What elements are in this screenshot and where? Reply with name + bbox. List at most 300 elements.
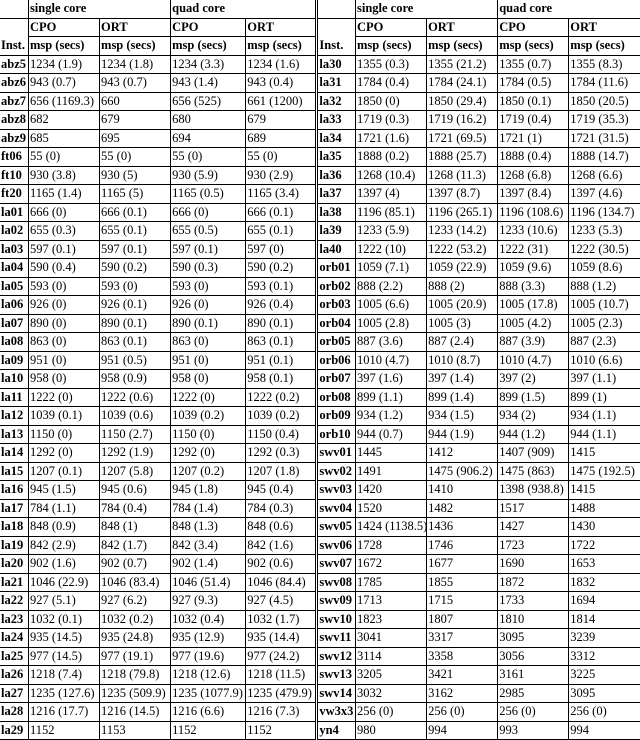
left-single-cpo-cell: 935 (14.5) [28, 629, 99, 648]
table-row [0, 555, 640, 574]
header-cpo-1: CPO [28, 18, 99, 37]
left-single-ort-cell: 951 (0.5) [100, 351, 171, 370]
right-single-ort-cell: 1005 (20.9) [427, 296, 498, 315]
table-row [0, 721, 640, 740]
header-ort-3: ORT [427, 18, 498, 37]
right-quad-cpo-cell: 1059 (9.6) [498, 259, 569, 278]
left-instance-cell: ft10 [0, 166, 28, 185]
right-quad-cpo-cell: 1690 [498, 555, 569, 574]
right-single-cpo-cell: 1672 [355, 555, 426, 574]
right-quad-ort-cell: 1059 (8.6) [569, 259, 640, 278]
left-quad-ort-cell: 661 (1200) [246, 92, 317, 111]
left-instance-cell: la12 [0, 407, 28, 426]
right-quad-ort-cell: 1010 (6.6) [569, 351, 640, 370]
left-instance-cell: la06 [0, 296, 28, 315]
left-single-cpo-cell: 590 (0.4) [28, 259, 99, 278]
left-quad-cpo-cell: 945 (1.8) [171, 481, 246, 500]
right-instance-cell: swv04 [317, 499, 356, 518]
header-quad-core-left: quad core [171, 0, 317, 18]
right-quad-cpo-cell: 887 (3.9) [498, 333, 569, 352]
right-single-cpo-cell: 1719 (0.3) [355, 111, 426, 130]
header-inst-spacer-left [0, 18, 28, 37]
left-instance-cell: la23 [0, 610, 28, 629]
left-single-cpo-cell: 890 (0) [28, 314, 99, 333]
header-empty-left [0, 0, 28, 18]
right-quad-cpo-cell: 888 (3.3) [498, 277, 569, 296]
left-quad-ort-cell: 842 (1.6) [246, 536, 317, 555]
left-single-cpo-cell: 848 (0.9) [28, 518, 99, 537]
left-single-ort-cell: 927 (6.2) [100, 592, 171, 611]
header-single-core-left: single core [28, 0, 170, 18]
left-single-cpo-cell: 55 (0) [28, 148, 99, 167]
table-row [0, 388, 640, 407]
left-single-ort-cell: 1207 (5.8) [100, 462, 171, 481]
right-instance-cell: orb07 [317, 370, 356, 389]
right-single-ort-cell: 3421 [427, 666, 498, 685]
left-quad-ort-cell: 1150 (0.4) [246, 425, 317, 444]
table-row [0, 592, 640, 611]
right-instance-cell: la39 [317, 222, 356, 241]
right-single-ort-cell: 256 (0) [427, 703, 498, 722]
left-quad-ort-cell: 689 [246, 129, 317, 148]
right-instance-cell: la37 [317, 185, 356, 204]
left-single-cpo-cell: 656 (1169.3) [28, 92, 99, 111]
right-quad-cpo-cell: 1233 (10.6) [498, 222, 569, 241]
right-single-ort-cell: 3317 [427, 629, 498, 648]
left-quad-cpo-cell: 593 (0) [171, 277, 246, 296]
left-single-cpo-cell: 685 [28, 129, 99, 148]
right-instance-cell: swv05 [317, 518, 356, 537]
left-single-cpo-cell: 1235 (127.6) [28, 684, 99, 703]
right-single-cpo-cell: 934 (1.2) [355, 407, 426, 426]
header-ort-1: ORT [100, 18, 171, 37]
left-single-cpo-cell: 958 (0) [28, 370, 99, 389]
left-quad-cpo-cell: 935 (12.9) [171, 629, 246, 648]
right-quad-cpo-cell: 1005 (17.8) [498, 296, 569, 315]
right-instance-cell: la31 [317, 74, 356, 93]
right-instance-cell: orb01 [317, 259, 356, 278]
header-msp-2: msp (secs) [100, 37, 171, 56]
right-quad-cpo-cell: 899 (1.5) [498, 388, 569, 407]
left-single-cpo-cell: 1234 (1.9) [28, 55, 99, 74]
left-single-cpo-cell: 666 (0) [28, 203, 99, 222]
table-row [0, 92, 640, 111]
left-quad-ort-cell: 1222 (0.2) [246, 388, 317, 407]
right-single-cpo-cell: 899 (1.1) [355, 388, 426, 407]
left-quad-ort-cell: 666 (0.1) [246, 203, 317, 222]
right-quad-cpo-cell: 1268 (6.8) [498, 166, 569, 185]
right-instance-cell: swv09 [317, 592, 356, 611]
right-quad-cpo-cell: 1010 (4.7) [498, 351, 569, 370]
left-quad-ort-cell: 590 (0.2) [246, 259, 317, 278]
left-single-cpo-cell: 1222 (0) [28, 388, 99, 407]
right-quad-ort-cell: 1721 (31.5) [569, 129, 640, 148]
right-single-ort-cell: 1412 [427, 444, 498, 463]
left-single-ort-cell: 1150 (2.7) [100, 425, 171, 444]
left-single-cpo-cell: 977 (14.5) [28, 647, 99, 666]
left-single-cpo-cell: 1165 (1.4) [28, 185, 99, 204]
right-quad-ort-cell: 1719 (35.3) [569, 111, 640, 130]
left-single-ort-cell: 848 (1) [100, 518, 171, 537]
left-single-cpo-cell: 1207 (0.1) [28, 462, 99, 481]
left-instance-cell: la16 [0, 481, 28, 500]
right-quad-ort-cell: 1196 (134.7) [569, 203, 640, 222]
table-row [0, 536, 640, 555]
left-single-ort-cell: 1222 (0.6) [100, 388, 171, 407]
left-single-ort-cell: 1153 [100, 721, 171, 740]
right-single-ort-cell: 888 (2) [427, 277, 498, 296]
left-instance-cell: la25 [0, 647, 28, 666]
right-single-cpo-cell: 1713 [355, 592, 426, 611]
right-single-cpo-cell: 1850 (0) [355, 92, 426, 111]
left-single-ort-cell: 1039 (0.6) [100, 407, 171, 426]
left-single-cpo-cell: 926 (0) [28, 296, 99, 315]
right-instance-cell: la38 [317, 203, 356, 222]
left-quad-cpo-cell: 590 (0.3) [171, 259, 246, 278]
left-instance-cell: la28 [0, 703, 28, 722]
right-quad-ort-cell: 899 (1) [569, 388, 640, 407]
left-single-ort-cell: 926 (0.1) [100, 296, 171, 315]
table-row [0, 518, 640, 537]
right-quad-cpo-cell: 993 [498, 721, 569, 740]
table-row [0, 370, 640, 389]
left-single-ort-cell: 935 (24.8) [100, 629, 171, 648]
right-single-cpo-cell: 3114 [355, 647, 426, 666]
left-quad-ort-cell: 1216 (7.3) [246, 703, 317, 722]
right-quad-ort-cell: 1784 (11.6) [569, 74, 640, 93]
left-quad-cpo-cell: 1039 (0.2) [171, 407, 246, 426]
right-quad-cpo-cell: 1888 (0.4) [498, 148, 569, 167]
right-single-ort-cell: 1482 [427, 499, 498, 518]
right-quad-ort-cell: 1850 (20.5) [569, 92, 640, 111]
left-single-cpo-cell: 1039 (0.1) [28, 407, 99, 426]
left-instance-cell: la29 [0, 721, 28, 740]
header-msp-8: msp (secs) [569, 37, 640, 56]
left-single-cpo-cell: 1152 [28, 721, 99, 740]
right-single-ort-cell: 1475 (906.2) [427, 462, 498, 481]
left-quad-cpo-cell: 597 (0.1) [171, 240, 246, 259]
left-single-ort-cell: 55 (0) [100, 148, 171, 167]
right-quad-cpo-cell: 1398 (938.8) [498, 481, 569, 500]
left-quad-cpo-cell: 666 (0) [171, 203, 246, 222]
header-cpo-4: CPO [498, 18, 569, 37]
table-row [0, 111, 640, 130]
left-instance-cell: la07 [0, 314, 28, 333]
left-instance-cell: abz5 [0, 55, 28, 74]
right-quad-cpo-cell: 1872 [498, 573, 569, 592]
left-quad-cpo-cell: 1292 (0) [171, 444, 246, 463]
left-single-cpo-cell: 1046 (22.9) [28, 573, 99, 592]
left-quad-cpo-cell: 1032 (0.4) [171, 610, 246, 629]
right-quad-ort-cell: 1222 (30.5) [569, 240, 640, 259]
table-row [0, 277, 640, 296]
table-row [0, 222, 640, 241]
right-single-ort-cell: 1397 (8.7) [427, 185, 498, 204]
right-single-ort-cell: 1807 [427, 610, 498, 629]
header-msp-6: msp (secs) [427, 37, 498, 56]
right-single-cpo-cell: 1424 (1138.5) [355, 518, 426, 537]
right-instance-cell: orb08 [317, 388, 356, 407]
right-quad-cpo-cell: 397 (2) [498, 370, 569, 389]
right-single-ort-cell: 1196 (265.1) [427, 203, 498, 222]
right-single-ort-cell: 3358 [427, 647, 498, 666]
right-single-cpo-cell: 944 (0.7) [355, 425, 426, 444]
right-quad-cpo-cell: 3161 [498, 666, 569, 685]
left-instance-cell: abz8 [0, 111, 28, 130]
left-single-cpo-cell: 842 (2.9) [28, 536, 99, 555]
left-single-ort-cell: 784 (0.4) [100, 499, 171, 518]
right-quad-cpo-cell: 944 (1.2) [498, 425, 569, 444]
table-row [0, 240, 640, 259]
right-instance-cell: vw3x3 [317, 703, 356, 722]
left-quad-cpo-cell: 951 (0) [171, 351, 246, 370]
left-quad-ort-cell: 958 (0.1) [246, 370, 317, 389]
right-single-ort-cell: 1059 (22.9) [427, 259, 498, 278]
right-quad-cpo-cell: 2985 [498, 684, 569, 703]
right-single-ort-cell: 1888 (25.7) [427, 148, 498, 167]
left-quad-cpo-cell: 784 (1.4) [171, 499, 246, 518]
right-instance-cell: orb03 [317, 296, 356, 315]
left-quad-ort-cell: 1152 [246, 721, 317, 740]
right-single-cpo-cell: 1196 (85.1) [355, 203, 426, 222]
left-instance-cell: la18 [0, 518, 28, 537]
table-row [0, 129, 640, 148]
right-quad-ort-cell: 1005 (10.7) [569, 296, 640, 315]
left-quad-ort-cell: 951 (0.1) [246, 351, 317, 370]
left-quad-ort-cell: 55 (0) [246, 148, 317, 167]
right-quad-cpo-cell: 1427 [498, 518, 569, 537]
right-single-ort-cell: 1719 (16.2) [427, 111, 498, 130]
right-single-ort-cell: 1268 (11.3) [427, 166, 498, 185]
left-instance-cell: la24 [0, 629, 28, 648]
right-quad-ort-cell: 934 (1.1) [569, 407, 640, 426]
right-single-cpo-cell: 3205 [355, 666, 426, 685]
header-msp-3: msp (secs) [171, 37, 246, 56]
table-row [0, 55, 640, 74]
left-quad-ort-cell: 1207 (1.8) [246, 462, 317, 481]
left-single-ort-cell: 863 (0.1) [100, 333, 171, 352]
left-quad-ort-cell: 1032 (1.7) [246, 610, 317, 629]
right-quad-cpo-cell: 934 (2) [498, 407, 569, 426]
left-quad-ort-cell: 1292 (0.3) [246, 444, 317, 463]
table-row [0, 610, 640, 629]
left-quad-cpo-cell: 1046 (51.4) [171, 573, 246, 592]
left-single-ort-cell: 1235 (509.9) [100, 684, 171, 703]
left-quad-ort-cell: 1235 (479.9) [246, 684, 317, 703]
left-single-cpo-cell: 593 (0) [28, 277, 99, 296]
right-single-ort-cell: 1784 (24.1) [427, 74, 498, 93]
table-row [0, 296, 640, 315]
left-quad-cpo-cell: 930 (5.9) [171, 166, 246, 185]
left-quad-cpo-cell: 1218 (12.6) [171, 666, 246, 685]
right-instance-cell: orb09 [317, 407, 356, 426]
table-row [0, 259, 640, 278]
left-single-cpo-cell: 943 (0.7) [28, 74, 99, 93]
left-single-cpo-cell: 1216 (17.7) [28, 703, 99, 722]
right-quad-ort-cell: 3239 [569, 629, 640, 648]
table-row [0, 666, 640, 685]
right-single-cpo-cell: 1888 (0.2) [355, 148, 426, 167]
left-single-cpo-cell: 945 (1.5) [28, 481, 99, 500]
left-quad-ort-cell: 679 [246, 111, 317, 130]
table-row [0, 629, 640, 648]
table-row [0, 166, 640, 185]
right-quad-cpo-cell: 1222 (31) [498, 240, 569, 259]
right-quad-ort-cell: 1415 [569, 444, 640, 463]
table-row [0, 444, 640, 463]
table-row [0, 573, 640, 592]
right-quad-ort-cell: 3312 [569, 647, 640, 666]
right-single-ort-cell: 1233 (14.2) [427, 222, 498, 241]
left-single-ort-cell: 930 (5) [100, 166, 171, 185]
table-row [0, 499, 640, 518]
right-single-ort-cell: 1721 (69.5) [427, 129, 498, 148]
left-instance-cell: la17 [0, 499, 28, 518]
right-quad-cpo-cell: 1721 (1) [498, 129, 569, 148]
right-single-ort-cell: 397 (1.4) [427, 370, 498, 389]
right-instance-cell: swv12 [317, 647, 356, 666]
left-single-ort-cell: 1292 (1.9) [100, 444, 171, 463]
table-row [0, 647, 640, 666]
left-single-cpo-cell: 655 (0.3) [28, 222, 99, 241]
left-quad-ort-cell: 943 (0.4) [246, 74, 317, 93]
right-single-cpo-cell: 1728 [355, 536, 426, 555]
left-quad-cpo-cell: 1234 (3.3) [171, 55, 246, 74]
left-instance-cell: la27 [0, 684, 28, 703]
left-quad-ort-cell: 863 (0.1) [246, 333, 317, 352]
right-instance-cell: orb02 [317, 277, 356, 296]
left-quad-cpo-cell: 890 (0.1) [171, 314, 246, 333]
left-quad-ort-cell: 935 (14.4) [246, 629, 317, 648]
left-quad-ort-cell: 902 (0.6) [246, 555, 317, 574]
left-quad-ort-cell: 1234 (1.6) [246, 55, 317, 74]
right-quad-cpo-cell: 1196 (108.6) [498, 203, 569, 222]
left-instance-cell: abz7 [0, 92, 28, 111]
right-single-cpo-cell: 1222 (10) [355, 240, 426, 259]
table-row [0, 314, 640, 333]
right-single-ort-cell: 1410 [427, 481, 498, 500]
right-single-cpo-cell: 1005 (6.6) [355, 296, 426, 315]
table-row [0, 203, 640, 222]
right-quad-ort-cell: 1430 [569, 518, 640, 537]
right-instance-cell: orb05 [317, 333, 356, 352]
right-single-cpo-cell: 1397 (4) [355, 185, 426, 204]
left-quad-cpo-cell: 842 (3.4) [171, 536, 246, 555]
left-quad-ort-cell: 927 (4.5) [246, 592, 317, 611]
right-instance-cell: la35 [317, 148, 356, 167]
right-quad-ort-cell: 888 (1.2) [569, 277, 640, 296]
left-quad-cpo-cell: 977 (19.6) [171, 647, 246, 666]
left-quad-ort-cell: 597 (0) [246, 240, 317, 259]
table-row [0, 481, 640, 500]
left-single-ort-cell: 1234 (1.8) [100, 55, 171, 74]
header-row-units [0, 37, 640, 56]
left-single-cpo-cell: 930 (3.8) [28, 166, 99, 185]
right-single-cpo-cell: 1445 [355, 444, 426, 463]
table-row [0, 333, 640, 352]
right-quad-cpo-cell: 1850 (0.1) [498, 92, 569, 111]
table-row [0, 703, 640, 722]
left-quad-ort-cell: 926 (0.4) [246, 296, 317, 315]
right-quad-ort-cell: 1653 [569, 555, 640, 574]
right-single-ort-cell: 1855 [427, 573, 498, 592]
right-quad-ort-cell: 1397 (4.6) [569, 185, 640, 204]
right-single-cpo-cell: 980 [355, 721, 426, 740]
right-quad-ort-cell: 3095 [569, 684, 640, 703]
right-instance-cell: swv07 [317, 555, 356, 574]
right-instance-cell: orb06 [317, 351, 356, 370]
table-row [0, 351, 640, 370]
right-quad-cpo-cell: 1517 [498, 499, 569, 518]
header-msp-7: msp (secs) [498, 37, 569, 56]
right-single-cpo-cell: 397 (1.6) [355, 370, 426, 389]
right-single-ort-cell: 1746 [427, 536, 498, 555]
right-single-ort-cell: 934 (1.5) [427, 407, 498, 426]
right-single-cpo-cell: 3032 [355, 684, 426, 703]
left-instance-cell: la03 [0, 240, 28, 259]
right-instance-cell: la30 [317, 55, 356, 74]
left-instance-cell: ft06 [0, 148, 28, 167]
table-row [0, 462, 640, 481]
right-quad-ort-cell: 397 (1.1) [569, 370, 640, 389]
left-single-cpo-cell: 682 [28, 111, 99, 130]
table-row [0, 74, 640, 93]
left-single-ort-cell: 958 (0.9) [100, 370, 171, 389]
right-single-cpo-cell: 1233 (5.9) [355, 222, 426, 241]
left-single-cpo-cell: 951 (0) [28, 351, 99, 370]
left-single-ort-cell: 1046 (83.4) [100, 573, 171, 592]
right-quad-ort-cell: 1888 (14.7) [569, 148, 640, 167]
right-single-cpo-cell: 887 (3.6) [355, 333, 426, 352]
right-instance-cell: swv06 [317, 536, 356, 555]
right-quad-ort-cell: 1722 [569, 536, 640, 555]
right-single-ort-cell: 3162 [427, 684, 498, 703]
left-single-cpo-cell: 784 (1.1) [28, 499, 99, 518]
right-single-cpo-cell: 1010 (4.7) [355, 351, 426, 370]
left-single-ort-cell: 666 (0.1) [100, 203, 171, 222]
right-quad-ort-cell: 1814 [569, 610, 640, 629]
table-row [0, 148, 640, 167]
right-quad-cpo-cell: 1784 (0.5) [498, 74, 569, 93]
left-instance-cell: la14 [0, 444, 28, 463]
left-quad-ort-cell: 655 (0.1) [246, 222, 317, 241]
left-instance-cell: la02 [0, 222, 28, 241]
right-quad-cpo-cell: 1723 [498, 536, 569, 555]
left-instance-cell: la11 [0, 388, 28, 407]
right-single-cpo-cell: 1420 [355, 481, 426, 500]
right-quad-ort-cell: 1355 (8.3) [569, 55, 640, 74]
left-quad-ort-cell: 930 (2.9) [246, 166, 317, 185]
left-single-ort-cell: 597 (0.1) [100, 240, 171, 259]
left-single-ort-cell: 1216 (14.5) [100, 703, 171, 722]
left-single-cpo-cell: 863 (0) [28, 333, 99, 352]
left-instance-cell: la04 [0, 259, 28, 278]
right-single-ort-cell: 1677 [427, 555, 498, 574]
header-msp-1: msp (secs) [28, 37, 99, 56]
right-instance-cell: la40 [317, 240, 356, 259]
left-quad-ort-cell: 848 (0.6) [246, 518, 317, 537]
left-quad-ort-cell: 593 (0.1) [246, 277, 317, 296]
right-quad-ort-cell: 1415 [569, 481, 640, 500]
left-instance-cell: abz9 [0, 129, 28, 148]
right-instance-cell: orb10 [317, 425, 356, 444]
left-single-ort-cell: 655 (0.1) [100, 222, 171, 241]
left-single-ort-cell: 593 (0) [100, 277, 171, 296]
right-instance-cell: swv14 [317, 684, 356, 703]
left-quad-cpo-cell: 1165 (0.5) [171, 185, 246, 204]
left-quad-cpo-cell: 927 (9.3) [171, 592, 246, 611]
right-quad-ort-cell: 3225 [569, 666, 640, 685]
